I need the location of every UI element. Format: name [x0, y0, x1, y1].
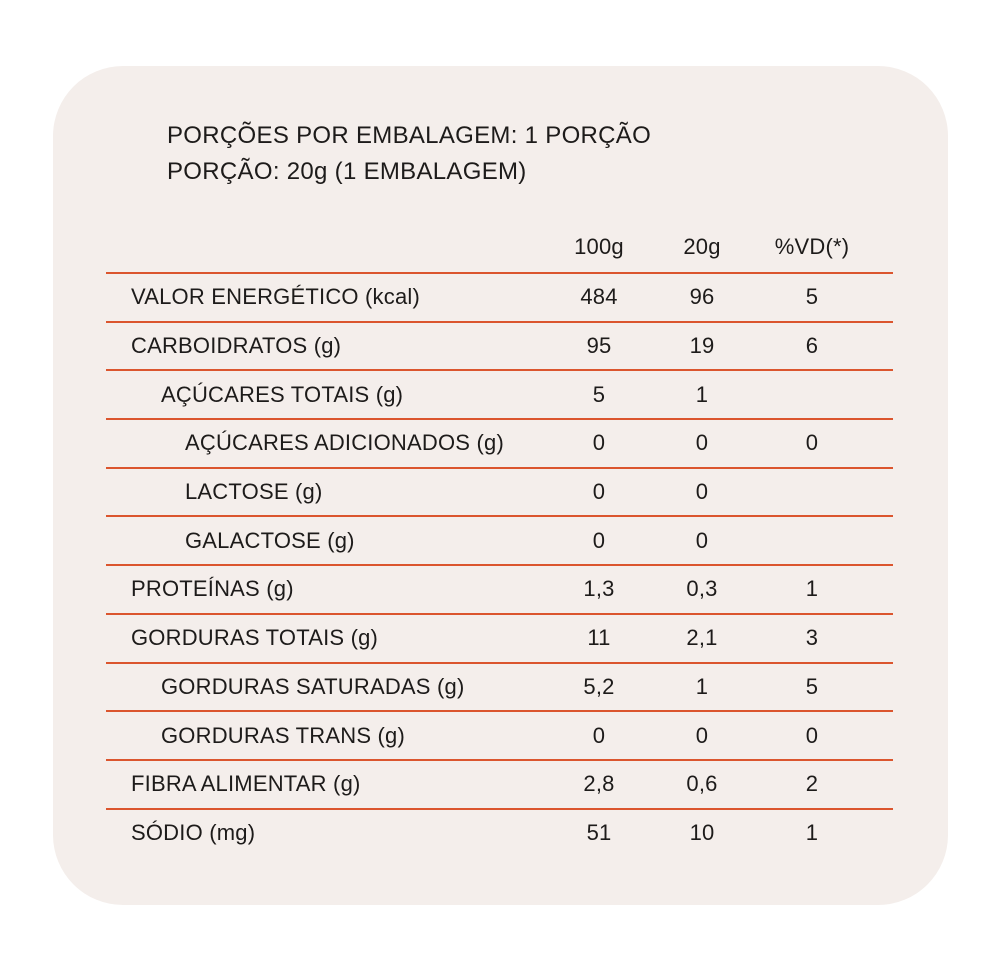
row-value-20g: 1	[695, 381, 709, 407]
servings-per-package-text: PORÇÕES POR EMBALAGEM: 1 PORÇÃO	[167, 122, 652, 149]
row-value-vd: 6	[805, 333, 819, 359]
table-row	[106, 564, 893, 613]
table-rows	[106, 272, 893, 856]
row-value-20g: 10	[689, 819, 715, 845]
table-row	[106, 759, 893, 808]
row-label: PROTEÍNAS (g)	[131, 576, 294, 602]
row-value-vd: 0	[805, 430, 819, 456]
row-label: GALACTOSE (g)	[185, 527, 355, 553]
row-label: GORDURAS TRANS (g)	[161, 722, 405, 748]
column-header-20g: 20g	[683, 234, 721, 259]
row-value-20g: 0	[695, 722, 709, 748]
column-header-100g: 100g	[574, 234, 624, 259]
row-label: SÓDIO (mg)	[131, 819, 256, 845]
row-value-20g: 19	[689, 333, 715, 359]
table-row	[106, 710, 893, 759]
row-value-100g: 51	[586, 819, 612, 845]
table-row	[106, 418, 893, 467]
row-label: VALOR ENERGÉTICO (kcal)	[131, 284, 421, 310]
table-row	[106, 808, 893, 857]
nutrition-facts-card	[53, 66, 948, 905]
row-value-100g: 0	[592, 722, 606, 748]
row-value-vd: 1	[805, 819, 819, 845]
row-label: CARBOIDRATOS (g)	[131, 333, 342, 359]
row-label: GORDURAS TOTAIS (g)	[131, 625, 379, 651]
nutrition-table	[106, 222, 893, 856]
serving-info	[167, 118, 651, 190]
table-row	[106, 272, 893, 321]
row-value-100g: 5,2	[583, 673, 615, 699]
row-value-vd: 2	[805, 771, 819, 797]
row-label: GORDURAS SATURADAS (g)	[161, 673, 465, 699]
row-value-100g: 0	[592, 527, 606, 553]
row-value-20g: 0	[695, 479, 709, 505]
row-value-vd: 1	[805, 576, 819, 602]
row-value-20g: 0,3	[686, 576, 718, 602]
row-value-20g: 0,6	[686, 771, 718, 797]
row-value-100g: 95	[586, 333, 612, 359]
table-row	[106, 662, 893, 711]
row-value-100g: 484	[580, 284, 618, 310]
table-row	[106, 369, 893, 418]
serving-size-text: PORÇÃO: 20g (1 EMBALAGEM)	[167, 158, 527, 185]
row-value-20g: 2,1	[686, 625, 718, 651]
row-label: FIBRA ALIMENTAR (g)	[131, 771, 361, 797]
row-value-vd: 0	[805, 722, 819, 748]
row-label: AÇÚCARES ADICIONADOS (g)	[185, 430, 504, 456]
column-header-vd: %VD(*)	[774, 234, 850, 259]
row-label: AÇÚCARES TOTAIS (g)	[161, 381, 404, 407]
table-row	[106, 515, 893, 564]
row-value-100g: 1,3	[583, 576, 615, 602]
table-row	[106, 613, 893, 662]
table-header-row	[106, 222, 893, 272]
row-value-100g: 0	[592, 430, 606, 456]
table-row	[106, 467, 893, 516]
row-label: LACTOSE (g)	[185, 479, 323, 505]
row-value-20g: 96	[689, 284, 715, 310]
row-value-100g: 5	[592, 381, 606, 407]
row-value-vd: 3	[805, 625, 819, 651]
row-value-100g: 2,8	[583, 771, 615, 797]
row-value-vd: 5	[805, 673, 819, 699]
row-value-20g: 0	[695, 527, 709, 553]
row-value-20g: 1	[695, 673, 709, 699]
row-value-20g: 0	[695, 430, 709, 456]
row-value-vd: 5	[805, 284, 819, 310]
row-value-100g: 11	[587, 625, 611, 651]
table-row	[106, 321, 893, 370]
row-value-100g: 0	[592, 479, 606, 505]
